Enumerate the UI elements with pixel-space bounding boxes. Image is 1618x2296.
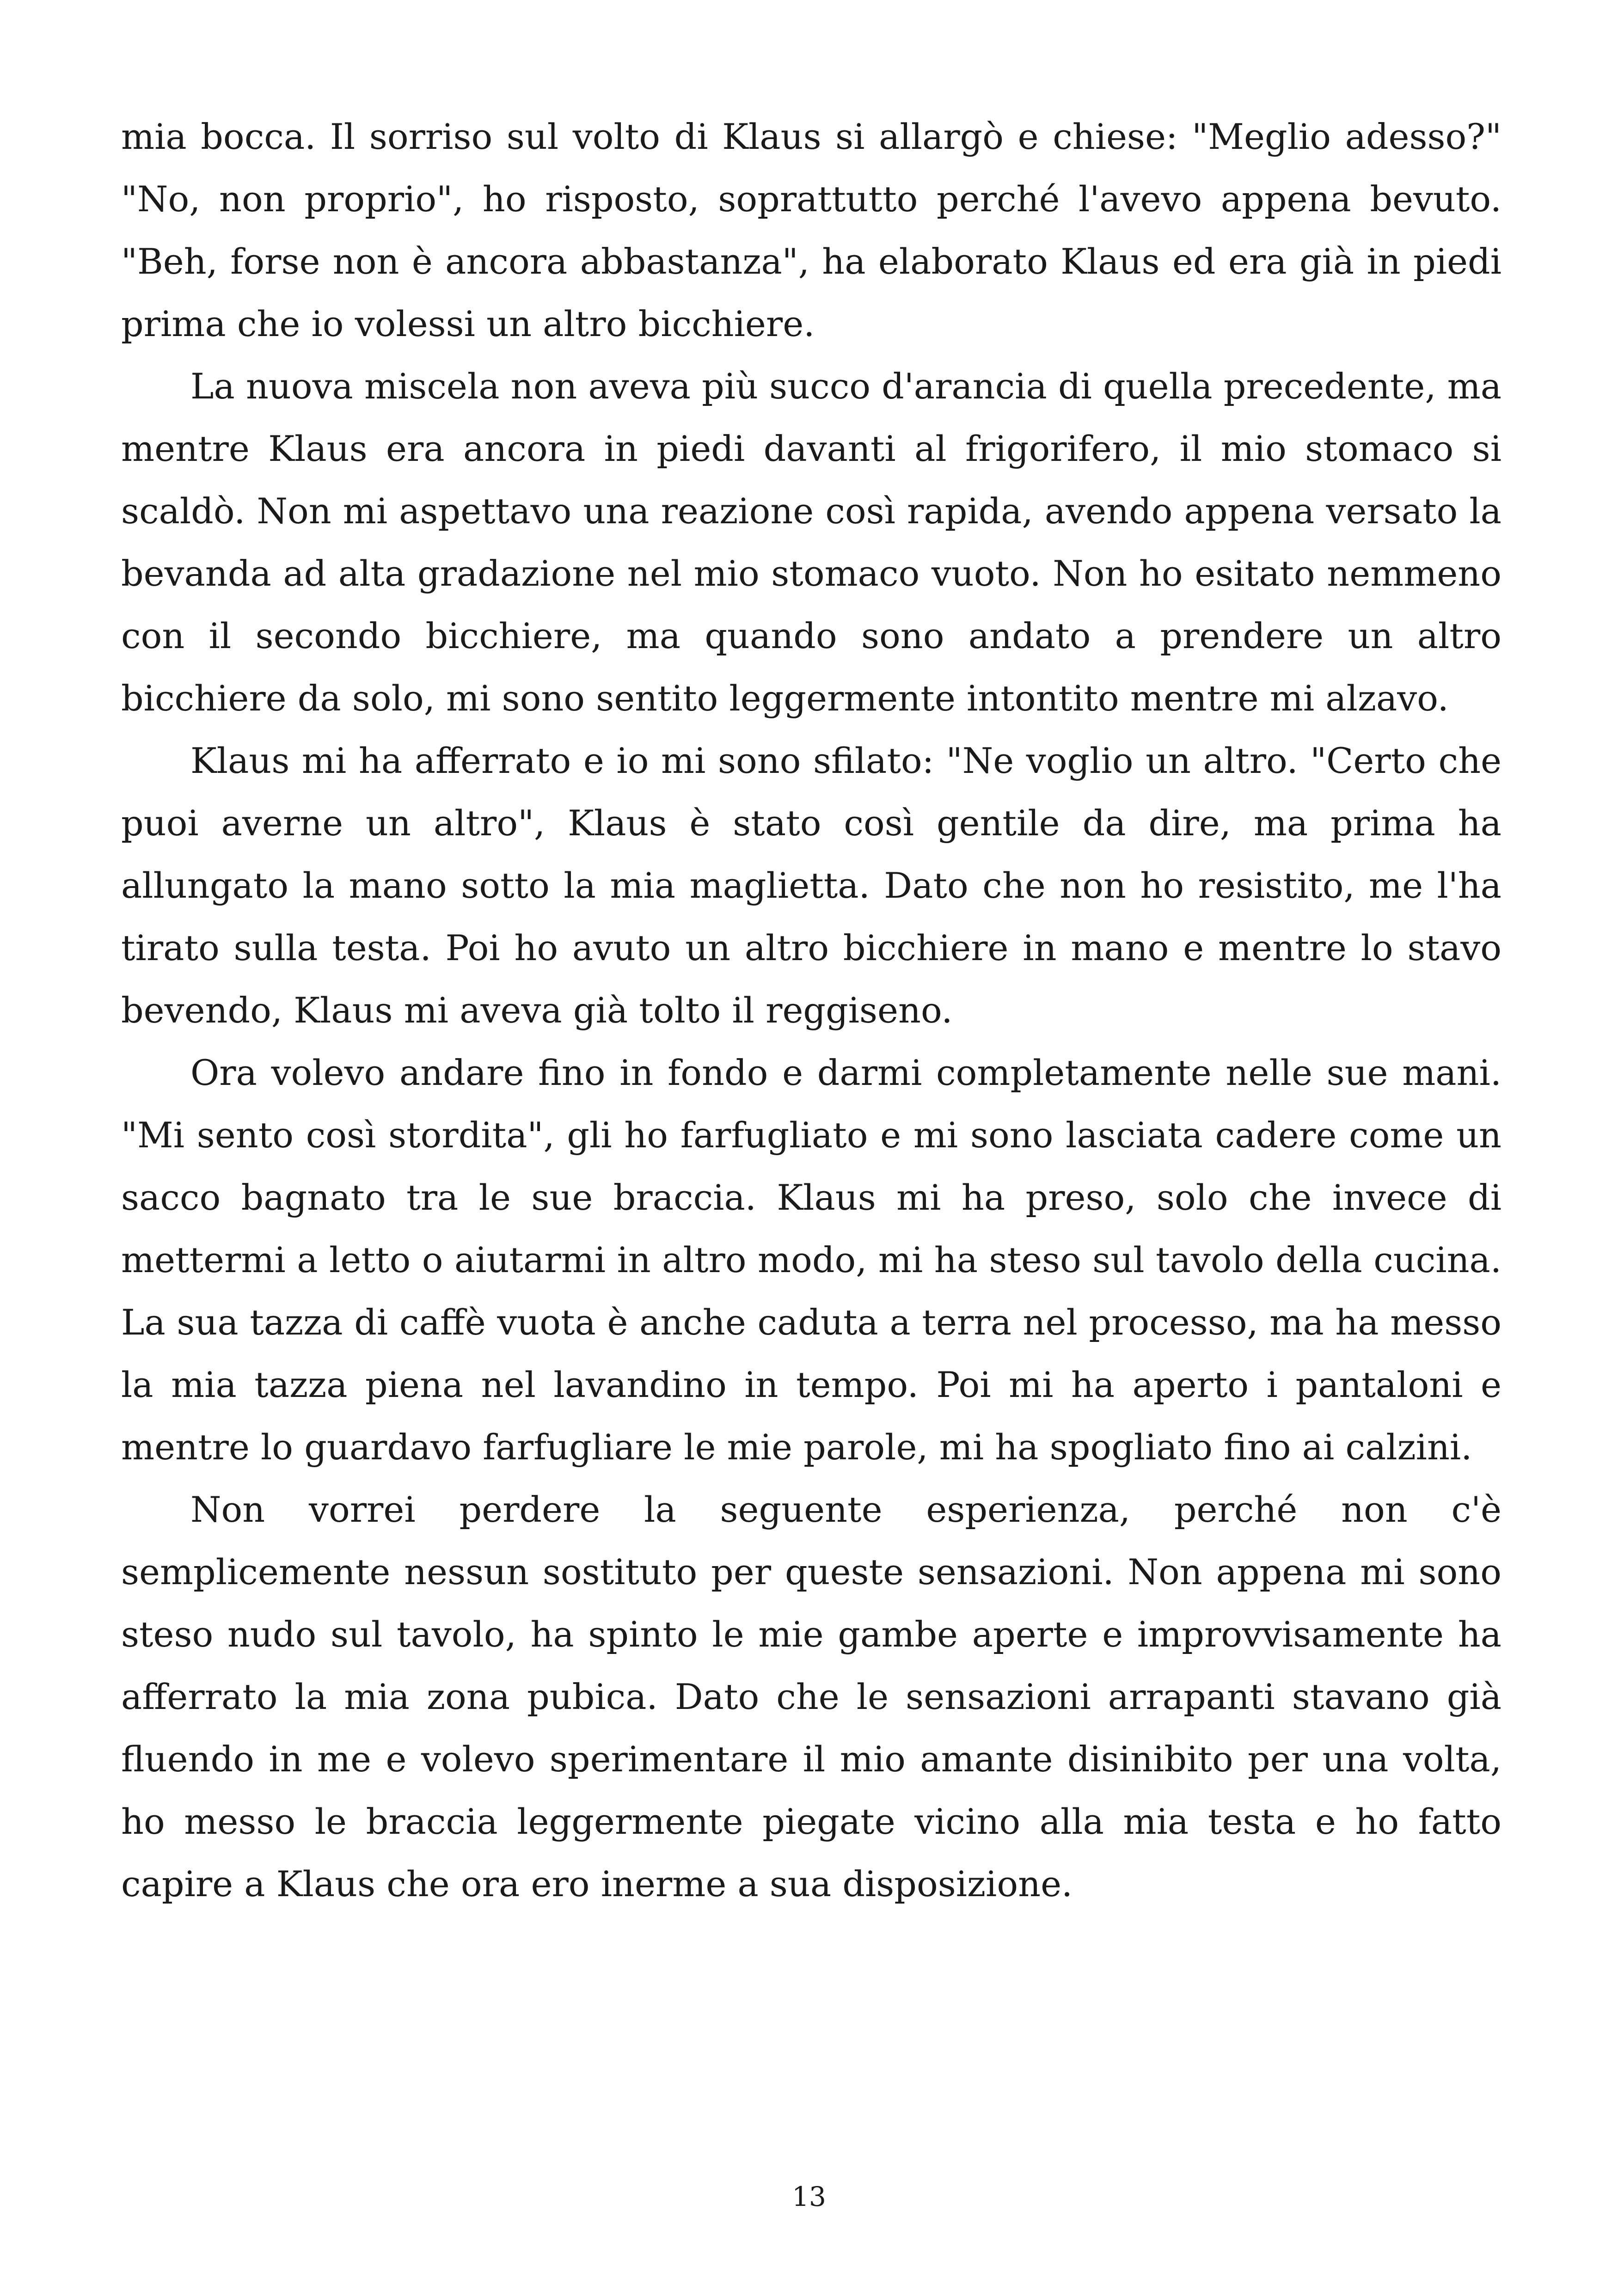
paragraph-4: Ora volevo andare fino in fondo e darmi completamente nelle sue mani. "Mi sento così stordita", gli ho farfugliato e mi sono lasciata cadere come un sacco bagnato tra le sue braccia. Klaus mi ha preso, solo che invece di mettermi a letto o aiutarmi in altro modo, mi ha steso sul tavolo della cucina. La sua tazza di caffè vuota è anche caduta a terra nel processo, ma ha messo la mia tazza piena nel lavandino in tempo. Poi mi ha aperto i pantaloni e mentre lo guardavo farfugliare le mie parole, mi ha spogliato fino ai calzini. bbox=[121, 1052, 1502, 1468]
page-number: 13 bbox=[792, 2181, 826, 2212]
paragraph-5: Non vorrei perdere la seguente esperienza, perché non c'è semplicemente nessun sostituto per queste sensazioni. Non appena mi sono steso nudo sul tavolo, ha spinto le mie gambe aperte e improvvisamente ha afferrato la mia zona pubica. Dato che le sensazioni arrapanti stavano già fluendo in me e volevo sperimentare il mio amante disinibito per una volta, ho messo le braccia leggermente piegate vicino alla mia testa e ho fatto capire a Klaus che ora ero inerme a sua disposizione. bbox=[121, 1489, 1502, 1904]
paragraph-3: Klaus mi ha afferrato e io mi sono sfilato: "Ne voglio un altro. "Certo che puoi averne un altro", Klaus è stato così gentile da dire, ma prima ha allungato la mano sotto la mia maglietta. Dato che non ho resistito, me l'ha tirato sulla testa. Poi ho avuto un altro bicchiere in mano e mentre lo stavo bevendo, Klaus mi aveva già tolto il reggiseno. bbox=[121, 740, 1502, 1031]
paragraph-2: La nuova miscela non aveva più succo d'arancia di quella precedente, ma mentre Klaus era ancora in piedi davanti al frigorifero, il mio stomaco si scaldò. Non mi aspettavo una reazione così rapida, avendo appena versato la bevanda ad alta gradazione nel mio stomaco vuoto. Non ho esitato nemmeno con il secondo bicchiere, ma quando sono andato a prendere un altro bicchiere da solo, mi sono sentito leggermente intontito mentre mi alzavo. bbox=[121, 366, 1502, 719]
paragraph-1: mia bocca. Il sorriso sul volto di Klaus si allargò e chiese: "Meglio adesso?" "No, non proprio", ho risposto, soprattutto perché l'avevo appena bevuto. "Beh, forse non è ancora abbastanza", ha elaborato Klaus ed era già in piedi prima che io volessi un altro bicchiere. bbox=[121, 116, 1502, 344]
page-body bbox=[121, 105, 1502, 1915]
